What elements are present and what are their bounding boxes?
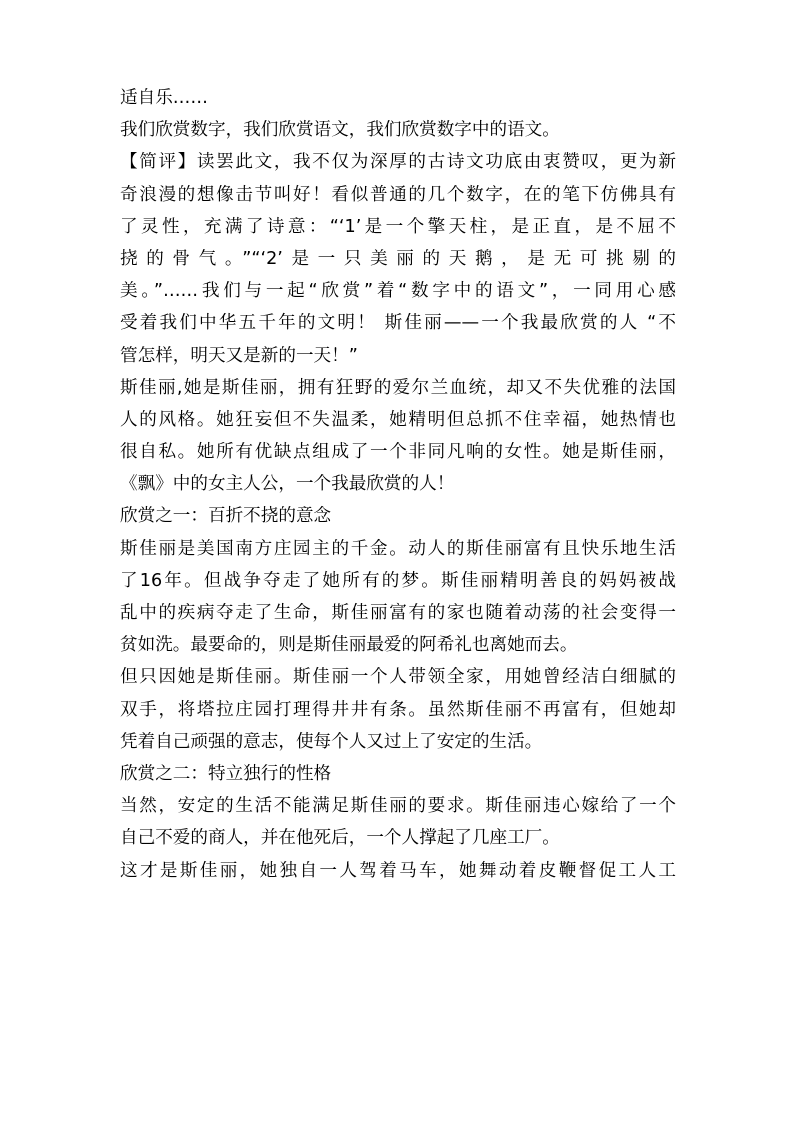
text-line: 乱中的疾病夺走了生命，斯佳丽富有的家也随着动荡的社会变得一 xyxy=(120,603,676,623)
text-line: 管怎样，明天又是新的一天！” xyxy=(120,345,358,366)
text-line: 斯佳丽,她是斯佳丽，拥有狂野的爱尔兰血统，却又不失优雅的法国 xyxy=(120,377,676,398)
text-line: 人的风格。她狂妄但不失温柔，她精明但总抓不住幸福，她热情也 xyxy=(120,409,676,430)
text-line: 奇浪漫的想像击节叫好！看似普通的几个数字，在的笔下仿佛具有 xyxy=(120,184,676,205)
text-line: 当然，安定的生活不能满足斯佳丽的要求。斯佳丽违心嫁给了一个 xyxy=(120,796,676,817)
text-line: 了16年。但战争夺走了她所有的梦。斯佳丽精明善良的妈妈被战 xyxy=(120,570,676,591)
text-line: 很自私。她所有优缺点组成了一个非同凡响的女性。她是斯佳丽， xyxy=(120,442,676,463)
text-line: 自己不爱的商人，并在他死后，一个人撑起了几座工厂。 xyxy=(120,828,560,849)
text-line: 欣赏之二：特立独行的性格 xyxy=(120,763,332,784)
text-line: 斯佳丽是美国南方庄园主的千金。动人的斯佳丽富有且快乐地生活 xyxy=(120,538,676,559)
text-line: 贫如洗。最要命的，则是斯佳丽最爱的阿希礼也离她而去。 xyxy=(120,635,578,656)
text-line: 挠的骨气。”“‘2’是一只美丽的天鹅，是无可挑剔的 xyxy=(120,248,676,269)
text-line: 了灵性，充满了诗意：“‘1’是一个擎天柱，是正直，是不屈不 xyxy=(120,216,676,237)
text-line: 受着我们中华五千年的文明！ 斯佳丽——一个我最欣赏的人 “不 xyxy=(120,313,676,334)
text-line: 适自乐…… xyxy=(120,88,208,108)
document-page xyxy=(120,82,676,887)
text-line: 双手，将塔拉庄园打理得井井有条。虽然斯佳丽不再富有，但她却 xyxy=(120,699,676,720)
text-line: 凭着自己顽强的意志，使每个人又过上了安定的生活。 xyxy=(120,731,543,752)
text-line: 美。”……我们与一起“欣赏”着“数字中的语文”，一同用心感 xyxy=(120,281,676,302)
text-line: 这才是斯佳丽，她独自一人驾着马车，她舞动着皮鞭督促工人工 xyxy=(120,860,676,881)
text-line: 但只因她是斯佳丽。斯佳丽一个人带领全家，用她曾经洁白细腻的 xyxy=(120,667,676,688)
text-line: 我们欣赏数字，我们欣赏语文，我们欣赏数字中的语文。 xyxy=(120,120,560,141)
text-line: 【简评】读罢此文，我不仅为深厚的古诗文功底由衷赞叹，更为新 xyxy=(120,152,676,173)
text-line: 欣赏之一：百折不挠的意念 xyxy=(120,506,332,527)
text-line: 《飘》中的女主人公，一个我最欣赏的人！ xyxy=(120,474,455,495)
